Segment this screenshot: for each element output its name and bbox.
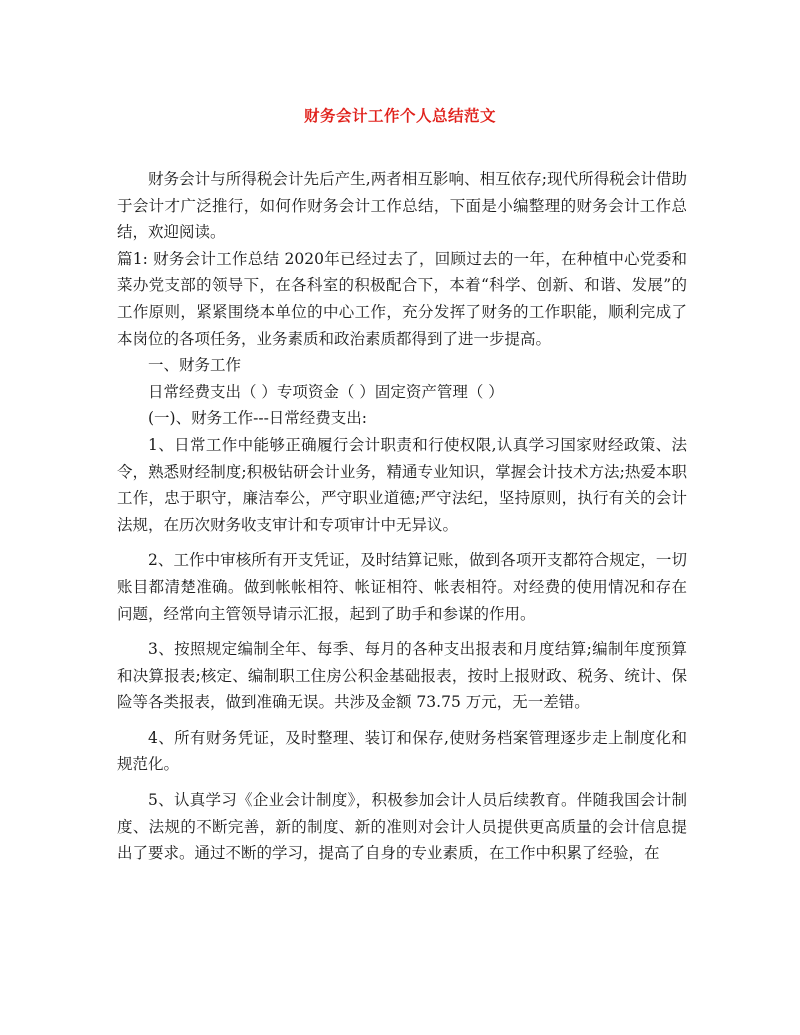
item-1-paragraph: 1、日常工作中能够正确履行会计职责和行使权限,认真学习国家财经政策、法令，熟悉财经制度;积极钻研会计业务，精通专业知识，掌握会计技术方法;热爱本职工作，忠于职守，廉洁奉公，严守职业道德;严守法纪，坚持原则，执行有关的会计法规，在历次财务收支审计和专项审计中无异议。 bbox=[117, 435, 687, 534]
item-4-paragraph: 4、所有财务凭证，及时整理、装订和保存,使财务档案管理逐步走上制度化和规范化。 bbox=[117, 728, 687, 774]
checklist-line: 日常经费支出（ ）专项资金（ ）固定资产管理（ ） bbox=[148, 382, 504, 401]
document-body bbox=[117, 166, 687, 867]
section-1-paragraph: 篇1: 财务会计工作总结 2020年已经过去了，回顾过去的一年，在种植中心党委和菜办党支部的领导下，在各科室的积极配合下，本着“科学、创新、和谐、发展”的工作原则，紧紧围绕本单位的中心工作，充分发挥了财务的工作职能，顺利完成了本岗位的各项任务，业务素质和政治素质都得到了进一步提高。 bbox=[117, 249, 687, 348]
item-5-paragraph: 5、认真学习《企业会计制度》，积极参加会计人员后续教育。伴随我国会计制度、法规的不断完善，新的制度、新的准则对会计人员提供更高质量的会计信息提出了要求。通过不断的学习，提高了自身的专业素质，在工作中积累了经验，在 bbox=[117, 791, 687, 863]
item-2-paragraph: 2、工作中审核所有开支凭证，及时结算记账，做到各项开支都符合规定，一切账目都清楚准确。做到帐帐相符、帐证相符、帐表相符。对经费的使用情况和存在问题，经常向主管领导请示汇报，起到了助手和参谋的作用。 bbox=[117, 551, 687, 623]
subheading-daily-expenses: (一)、财务工作---日常经费支出: bbox=[148, 409, 368, 428]
item-3-paragraph: 3、按照规定编制全年、每季、每月的各种支出报表和月度结算;编制年度预算和决算报表;核定、编制职工住房公积金基础报表，按时上报财政、税务、统计、保险等各类报表，做到准确无误。共涉及金额 73.75 万元，无一差错。 bbox=[117, 640, 687, 712]
intro-paragraph: 财务会计与所得税会计先后产生,两者相互影响、相互依存;现代所得税会计借助于会计才广泛推行，如何作财务会计工作总结，下面是小编整理的财务会计工作总结，欢迎阅读。 bbox=[117, 170, 687, 242]
document-title: 财务会计工作个人总结范文 bbox=[303, 106, 496, 125]
heading-finance-work: 一、财务工作 bbox=[148, 356, 242, 375]
